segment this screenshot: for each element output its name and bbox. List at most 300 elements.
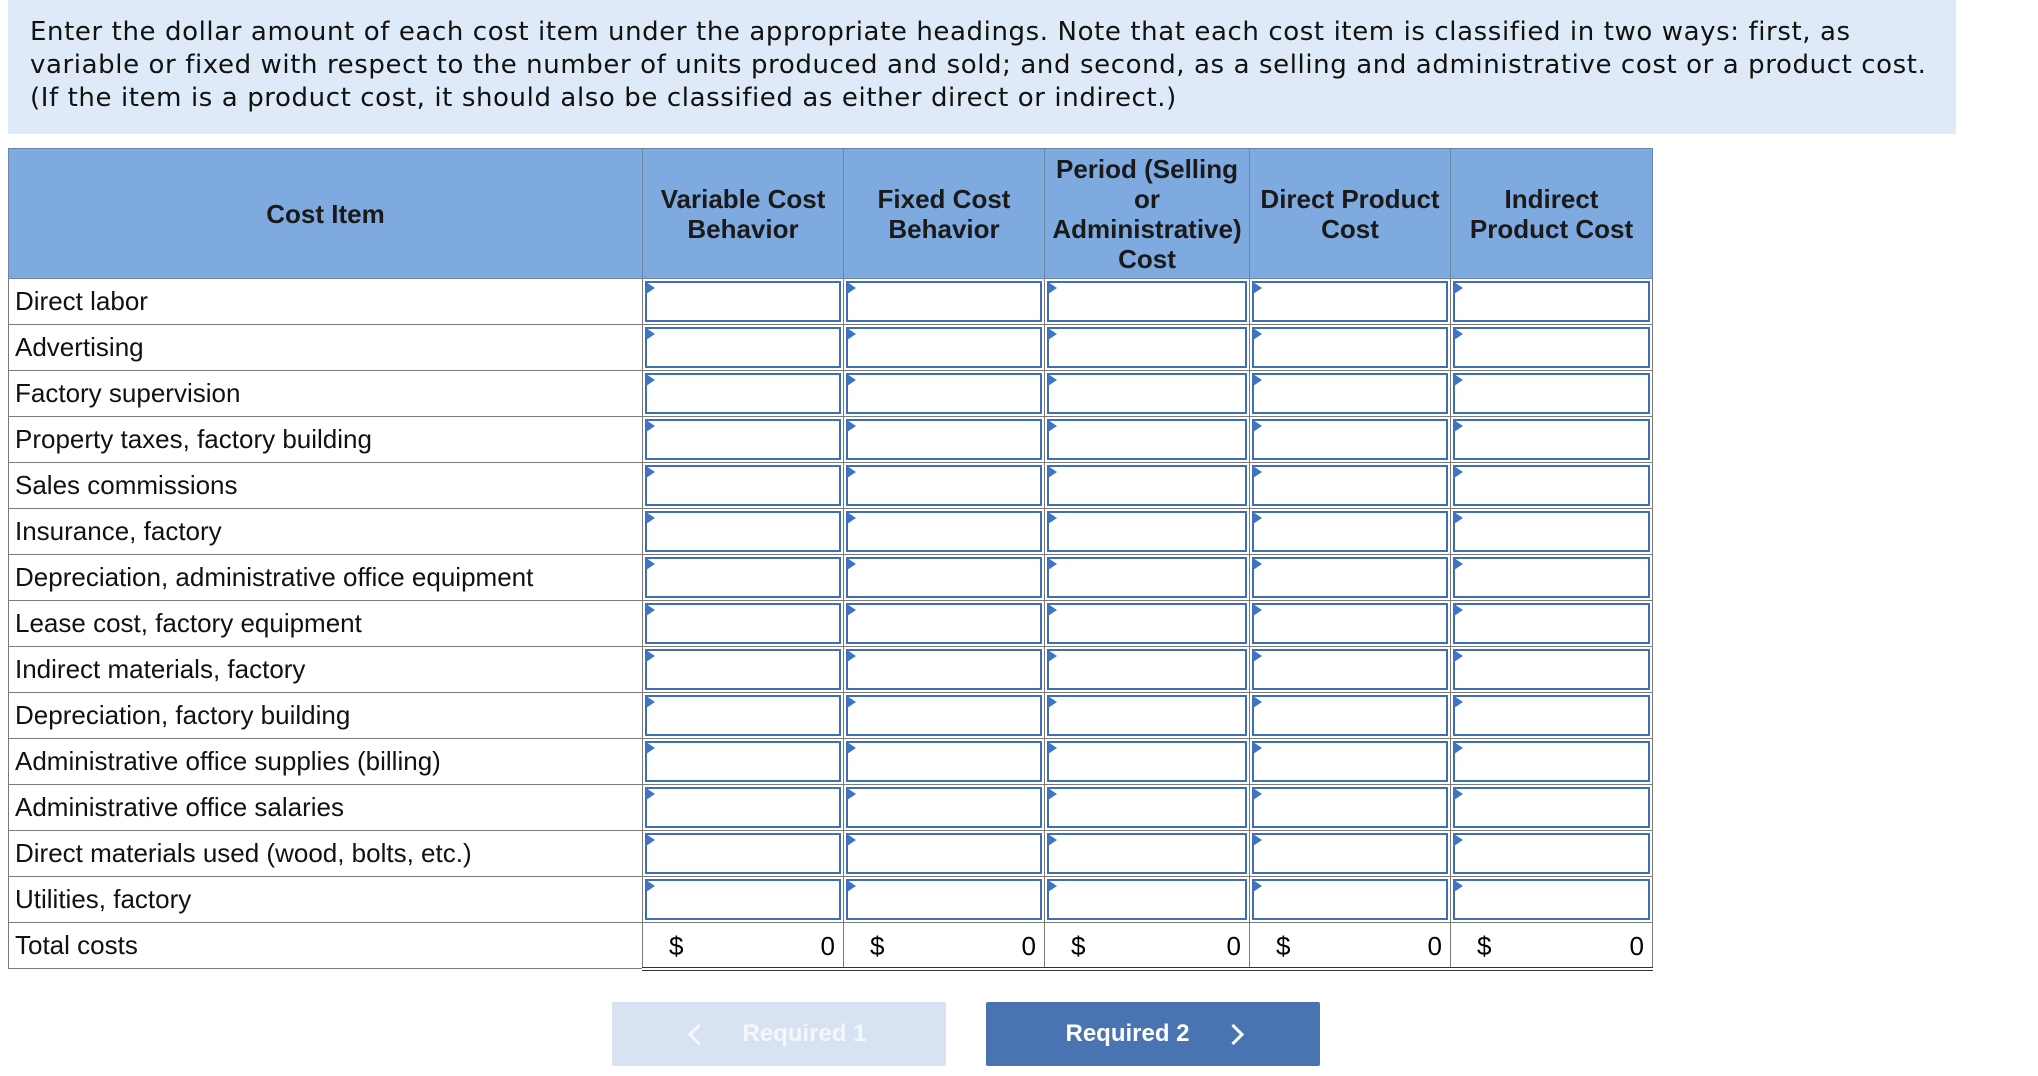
cost-item-label: Property taxes, factory building — [9, 417, 643, 463]
cell-marker-icon — [1454, 282, 1463, 294]
direct-cost-cell — [1250, 693, 1451, 739]
fixed-cost-input-box — [846, 419, 1042, 460]
indirect-cost-cell — [1451, 417, 1653, 463]
instructions-text: Enter the dollar amount of each cost item under the appropriate headings. Note that each cost item is classified in two ways: first, as variable or fixed with respect to the number of units produced and sold; and second, as a selling and administrative cost or a product cost. (If the item is a product cost, it should also be classified as either direct or indirect.) — [8, 0, 1956, 134]
direct-cost-input[interactable] — [1254, 513, 1446, 550]
period-cost-input[interactable] — [1049, 329, 1245, 366]
variable-cost-input[interactable] — [647, 559, 839, 596]
indirect-cost-input-box — [1453, 419, 1650, 460]
table-row — [9, 601, 1653, 647]
variable-cost-input-box — [645, 879, 841, 920]
variable-cost-input-box — [645, 281, 841, 322]
cell-marker-icon — [847, 650, 856, 662]
period-cost-input-box — [1047, 373, 1247, 414]
required-2-button[interactable] — [986, 1002, 1320, 1066]
fixed-cost-cell — [844, 877, 1045, 923]
direct-cost-cell — [1250, 785, 1451, 831]
cell-marker-icon — [1048, 742, 1057, 754]
direct-cost-input-box — [1252, 281, 1448, 322]
cell-marker-icon — [646, 328, 655, 340]
fixed-cost-input[interactable] — [848, 651, 1040, 688]
cell-marker-icon — [847, 788, 856, 800]
variable-cost-cell — [643, 279, 844, 325]
variable-cost-input-box — [645, 373, 841, 414]
indirect-cost-input[interactable] — [1455, 421, 1648, 458]
variable-cost-cell — [643, 325, 844, 371]
cell-marker-icon — [1454, 696, 1463, 708]
period-cost-input[interactable] — [1049, 513, 1245, 550]
indirect-cost-input[interactable] — [1455, 559, 1648, 596]
table-row — [9, 693, 1653, 739]
cell-marker-icon — [646, 696, 655, 708]
variable-cost-input[interactable] — [647, 881, 839, 918]
fixed-cost-input[interactable] — [848, 559, 1040, 596]
period-cost-input[interactable] — [1049, 467, 1245, 504]
indirect-cost-cell — [1451, 877, 1653, 923]
cell-marker-icon — [1048, 466, 1057, 478]
indirect-cost-input-box — [1453, 511, 1650, 552]
period-cost-cell — [1045, 463, 1250, 509]
cell-marker-icon — [1048, 558, 1057, 570]
fixed-cost-input[interactable] — [848, 881, 1040, 918]
cost-item-label: Insurance, factory — [9, 509, 643, 555]
period-cost-input-box — [1047, 603, 1247, 644]
variable-total-value: 0 — [820, 931, 835, 961]
period-cost-cell — [1045, 417, 1250, 463]
direct-cost-input-box — [1252, 557, 1448, 598]
cell-marker-icon — [1454, 604, 1463, 616]
cost-item-label: Sales commissions — [9, 463, 643, 509]
variable-cost-cell — [643, 509, 844, 555]
cell-marker-icon — [1048, 880, 1057, 892]
direct-cost-input[interactable] — [1254, 421, 1446, 458]
indirect-cost-input-box — [1453, 833, 1650, 874]
cell-marker-icon — [1253, 282, 1262, 294]
period-cost-input-box — [1047, 649, 1247, 690]
period-cost-cell — [1045, 555, 1250, 601]
header-variable-cost: Variable Cost Behavior — [643, 149, 844, 279]
period-cost-input[interactable] — [1049, 651, 1245, 688]
indirect-cost-cell — [1451, 785, 1653, 831]
indirect-cost-cell — [1451, 371, 1653, 417]
variable-cost-input[interactable] — [647, 467, 839, 504]
indirect-cost-input[interactable] — [1455, 467, 1648, 504]
period-total-value: 0 — [1226, 931, 1241, 961]
variable-cost-input-box — [645, 787, 841, 828]
fixed-cost-input-box — [846, 787, 1042, 828]
variable-cost-cell — [643, 371, 844, 417]
direct-cost-input-box — [1252, 465, 1448, 506]
direct-cost-input[interactable] — [1254, 743, 1446, 780]
indirect-cost-cell — [1451, 463, 1653, 509]
indirect-cost-input[interactable] — [1455, 283, 1648, 320]
table-row — [9, 463, 1653, 509]
fixed-cost-input[interactable] — [848, 697, 1040, 734]
period-cost-input-box — [1047, 281, 1247, 322]
cell-marker-icon — [847, 328, 856, 340]
table-row — [9, 647, 1653, 693]
direct-cost-input-box — [1252, 879, 1448, 920]
cell-marker-icon — [1253, 466, 1262, 478]
direct-cost-input[interactable] — [1254, 559, 1446, 596]
period-cost-cell — [1045, 785, 1250, 831]
variable-cost-input-box — [645, 695, 841, 736]
cell-marker-icon — [1253, 834, 1262, 846]
currency-symbol: $ — [1071, 931, 1086, 961]
cell-marker-icon — [646, 834, 655, 846]
fixed-cost-input-box — [846, 327, 1042, 368]
table-row — [9, 509, 1653, 555]
table-row — [9, 739, 1653, 785]
table-header-row — [9, 149, 1653, 279]
cell-marker-icon — [1048, 328, 1057, 340]
fixed-cost-cell — [844, 371, 1045, 417]
cell-marker-icon — [1253, 788, 1262, 800]
variable-cost-input-box — [645, 649, 841, 690]
period-cost-input-box — [1047, 419, 1247, 460]
direct-cost-input[interactable] — [1254, 605, 1446, 642]
period-cost-cell — [1045, 647, 1250, 693]
period-cost-input[interactable] — [1049, 605, 1245, 642]
cell-marker-icon — [847, 420, 856, 432]
cell-marker-icon — [847, 742, 856, 754]
indirect-cost-input[interactable] — [1455, 329, 1648, 366]
direct-cost-cell — [1250, 555, 1451, 601]
direct-cost-cell — [1250, 279, 1451, 325]
cell-marker-icon — [1253, 742, 1262, 754]
cell-marker-icon — [1454, 420, 1463, 432]
period-cost-cell — [1045, 693, 1250, 739]
cell-marker-icon — [1454, 880, 1463, 892]
indirect-cost-input[interactable] — [1455, 697, 1648, 734]
direct-cost-input[interactable] — [1254, 283, 1446, 320]
variable-cost-cell — [643, 463, 844, 509]
cost-item-label: Depreciation, factory building — [9, 693, 643, 739]
cell-marker-icon — [1253, 880, 1262, 892]
cell-marker-icon — [847, 880, 856, 892]
total-costs-label: Total costs — [9, 923, 643, 969]
header-period-cost: Period (Selling or Administrative) Cost — [1045, 149, 1250, 279]
direct-cost-input[interactable] — [1254, 329, 1446, 366]
fixed-cost-input[interactable] — [848, 789, 1040, 826]
cost-item-label: Direct labor — [9, 279, 643, 325]
variable-cost-cell — [643, 785, 844, 831]
period-cost-cell — [1045, 877, 1250, 923]
indirect-cost-cell — [1451, 693, 1653, 739]
fixed-cost-input-box — [846, 281, 1042, 322]
variable-cost-cell — [643, 831, 844, 877]
variable-cost-input[interactable] — [647, 375, 839, 412]
indirect-cost-input[interactable] — [1455, 651, 1648, 688]
variable-cost-input[interactable] — [647, 421, 839, 458]
period-cost-input[interactable] — [1049, 559, 1245, 596]
fixed-cost-input[interactable] — [848, 513, 1040, 550]
fixed-cost-input-box — [846, 833, 1042, 874]
cost-item-label: Administrative office supplies (billing) — [9, 739, 643, 785]
cell-marker-icon — [1048, 834, 1057, 846]
cell-marker-icon — [646, 558, 655, 570]
fixed-cost-cell — [844, 463, 1045, 509]
fixed-cost-input[interactable] — [848, 835, 1040, 872]
variable-cost-input-box — [645, 465, 841, 506]
fixed-cost-input-box — [846, 649, 1042, 690]
table-row — [9, 555, 1653, 601]
cost-item-label: Lease cost, factory equipment — [9, 601, 643, 647]
cell-marker-icon — [847, 466, 856, 478]
variable-cost-input[interactable] — [647, 743, 839, 780]
variable-cost-input[interactable] — [647, 835, 839, 872]
cost-item-label: Indirect materials, factory — [9, 647, 643, 693]
period-cost-input-box — [1047, 833, 1247, 874]
variable-cost-cell — [643, 555, 844, 601]
direct-cost-cell — [1250, 831, 1451, 877]
table-row — [9, 371, 1653, 417]
indirect-cost-input[interactable] — [1455, 789, 1648, 826]
indirect-cost-input-box — [1453, 557, 1650, 598]
direct-cost-cell — [1250, 371, 1451, 417]
cell-marker-icon — [847, 834, 856, 846]
period-cost-input[interactable] — [1049, 697, 1245, 734]
variable-cost-cell — [643, 739, 844, 785]
cell-marker-icon — [1048, 420, 1057, 432]
direct-cost-cell — [1250, 601, 1451, 647]
cell-marker-icon — [847, 512, 856, 524]
cell-marker-icon — [1454, 558, 1463, 570]
cell-marker-icon — [646, 742, 655, 754]
table-body — [9, 279, 1653, 969]
indirect-cost-cell — [1451, 739, 1653, 785]
variable-cost-input[interactable] — [647, 651, 839, 688]
indirect-cost-input[interactable] — [1455, 835, 1648, 872]
period-cost-input[interactable] — [1049, 789, 1245, 826]
fixed-cost-cell — [844, 647, 1045, 693]
direct-cost-input-box — [1252, 787, 1448, 828]
direct-cost-input-box — [1252, 511, 1448, 552]
direct-cost-cell — [1250, 509, 1451, 555]
cell-marker-icon — [646, 604, 655, 616]
fixed-cost-input-box — [846, 557, 1042, 598]
cost-item-label: Advertising — [9, 325, 643, 371]
indirect-cost-input-box — [1453, 879, 1650, 920]
cell-marker-icon — [847, 696, 856, 708]
variable-cost-input[interactable] — [647, 283, 839, 320]
variable-cost-input-box — [645, 419, 841, 460]
indirect-cost-input-box — [1453, 327, 1650, 368]
fixed-cost-cell — [844, 279, 1045, 325]
indirect-cost-input[interactable] — [1455, 513, 1648, 550]
fixed-cost-cell — [844, 555, 1045, 601]
fixed-cost-input[interactable] — [848, 467, 1040, 504]
cell-marker-icon — [646, 880, 655, 892]
period-cost-input-box — [1047, 879, 1247, 920]
cell-marker-icon — [1253, 558, 1262, 570]
direct-cost-input[interactable] — [1254, 651, 1446, 688]
variable-cost-input-box — [645, 833, 841, 874]
direct-cost-cell — [1250, 877, 1451, 923]
fixed-cost-input-box — [846, 879, 1042, 920]
variable-cost-cell — [643, 693, 844, 739]
cell-marker-icon — [1454, 374, 1463, 386]
direct-cost-input-box — [1252, 741, 1448, 782]
period-cost-cell — [1045, 601, 1250, 647]
fixed-cost-cell — [844, 693, 1045, 739]
cell-marker-icon — [1454, 328, 1463, 340]
direct-total-cell — [1250, 923, 1451, 969]
indirect-cost-input[interactable] — [1455, 605, 1648, 642]
fixed-cost-cell — [844, 785, 1045, 831]
direct-cost-cell — [1250, 739, 1451, 785]
period-cost-cell — [1045, 371, 1250, 417]
fixed-cost-cell — [844, 601, 1045, 647]
variable-cost-cell — [643, 647, 844, 693]
period-cost-cell — [1045, 739, 1250, 785]
cost-item-label: Factory supervision — [9, 371, 643, 417]
variable-cost-input[interactable] — [647, 789, 839, 826]
indirect-cost-input-box — [1453, 603, 1650, 644]
fixed-cost-cell — [844, 325, 1045, 371]
period-total-cell — [1045, 923, 1250, 969]
cell-marker-icon — [1454, 650, 1463, 662]
variable-cost-input[interactable] — [647, 697, 839, 734]
period-cost-input-box — [1047, 327, 1247, 368]
period-cost-cell — [1045, 509, 1250, 555]
indirect-cost-input[interactable] — [1455, 881, 1648, 918]
direct-cost-input[interactable] — [1254, 697, 1446, 734]
direct-cost-input-box — [1252, 603, 1448, 644]
cost-item-label: Direct materials used (wood, bolts, etc.) — [9, 831, 643, 877]
fixed-cost-input[interactable] — [848, 743, 1040, 780]
header-indirect-product-cost: Indirect Product Cost — [1451, 149, 1653, 279]
table-row — [9, 417, 1653, 463]
header-direct-product-cost: Direct Product Cost — [1250, 149, 1451, 279]
table-row — [9, 877, 1653, 923]
period-cost-input[interactable] — [1049, 743, 1245, 780]
direct-cost-input[interactable] — [1254, 789, 1446, 826]
cell-marker-icon — [1048, 374, 1057, 386]
period-cost-input-box — [1047, 511, 1247, 552]
table-row — [9, 325, 1653, 371]
period-cost-input-box — [1047, 741, 1247, 782]
cell-marker-icon — [1253, 512, 1262, 524]
fixed-cost-input[interactable] — [848, 375, 1040, 412]
currency-symbol: $ — [1477, 931, 1492, 961]
cell-marker-icon — [646, 512, 655, 524]
variable-cost-input[interactable] — [647, 605, 839, 642]
cell-marker-icon — [1454, 512, 1463, 524]
header-fixed-cost: Fixed Cost Behavior — [844, 149, 1045, 279]
indirect-total-cell — [1451, 923, 1653, 969]
cell-marker-icon — [847, 282, 856, 294]
cell-marker-icon — [1253, 604, 1262, 616]
indirect-cost-cell — [1451, 509, 1653, 555]
variable-cost-input[interactable] — [647, 329, 839, 366]
cell-marker-icon — [1253, 696, 1262, 708]
indirect-cost-input-box — [1453, 465, 1650, 506]
cell-marker-icon — [1048, 788, 1057, 800]
fixed-cost-input[interactable] — [848, 329, 1040, 366]
cell-marker-icon — [1454, 466, 1463, 478]
cell-marker-icon — [847, 604, 856, 616]
direct-cost-input-box — [1252, 649, 1448, 690]
indirect-cost-input-box — [1453, 649, 1650, 690]
cell-marker-icon — [847, 558, 856, 570]
currency-symbol: $ — [1276, 931, 1291, 961]
cell-marker-icon — [1253, 420, 1262, 432]
cell-marker-icon — [1048, 604, 1057, 616]
cost-item-label: Utilities, factory — [9, 877, 643, 923]
period-cost-input-box — [1047, 465, 1247, 506]
direct-cost-input[interactable] — [1254, 881, 1446, 918]
period-cost-input[interactable] — [1049, 375, 1245, 412]
indirect-cost-cell — [1451, 279, 1653, 325]
indirect-cost-input-box — [1453, 741, 1650, 782]
cost-item-label: Administrative office salaries — [9, 785, 643, 831]
direct-cost-input[interactable] — [1254, 835, 1446, 872]
direct-cost-input-box — [1252, 419, 1448, 460]
indirect-cost-cell — [1451, 831, 1653, 877]
period-cost-input-box — [1047, 787, 1247, 828]
cell-marker-icon — [847, 374, 856, 386]
variable-total-cell — [643, 923, 844, 969]
total-row — [9, 923, 1653, 969]
fixed-cost-input[interactable] — [848, 283, 1040, 320]
currency-symbol: $ — [669, 931, 684, 961]
direct-cost-input[interactable] — [1254, 375, 1446, 412]
indirect-cost-input[interactable] — [1455, 743, 1648, 780]
variable-cost-input-box — [645, 511, 841, 552]
period-cost-input[interactable] — [1049, 283, 1245, 320]
header-cost-item: Cost Item — [9, 149, 643, 279]
indirect-cost-input-box — [1453, 281, 1650, 322]
cell-marker-icon — [646, 650, 655, 662]
fixed-total-cell — [844, 923, 1045, 969]
fixed-cost-input[interactable] — [848, 421, 1040, 458]
period-cost-input[interactable] — [1049, 421, 1245, 458]
variable-cost-input[interactable] — [647, 513, 839, 550]
direct-cost-input[interactable] — [1254, 467, 1446, 504]
cell-marker-icon — [1454, 742, 1463, 754]
cell-marker-icon — [646, 466, 655, 478]
fixed-cost-input[interactable] — [848, 605, 1040, 642]
fixed-cost-input-box — [846, 695, 1042, 736]
direct-cost-cell — [1250, 463, 1451, 509]
period-cost-input-box — [1047, 557, 1247, 598]
variable-cost-input-box — [645, 741, 841, 782]
variable-cost-cell — [643, 417, 844, 463]
fixed-cost-input-box — [846, 741, 1042, 782]
chevron-left-icon — [688, 1023, 709, 1044]
indirect-cost-input-box — [1453, 787, 1650, 828]
table-row — [9, 831, 1653, 877]
fixed-cost-input-box — [846, 465, 1042, 506]
indirect-cost-input[interactable] — [1455, 375, 1648, 412]
cell-marker-icon — [1454, 788, 1463, 800]
variable-cost-input-box — [645, 603, 841, 644]
cell-marker-icon — [1253, 328, 1262, 340]
period-cost-input[interactable] — [1049, 835, 1245, 872]
direct-cost-input-box — [1252, 833, 1448, 874]
cell-marker-icon — [646, 420, 655, 432]
variable-cost-input-box — [645, 557, 841, 598]
cell-marker-icon — [646, 282, 655, 294]
fixed-cost-cell — [844, 509, 1045, 555]
variable-cost-cell — [643, 601, 844, 647]
period-cost-input[interactable] — [1049, 881, 1245, 918]
fixed-cost-input-box — [846, 373, 1042, 414]
cost-classification-table — [8, 148, 1653, 971]
required-1-button[interactable] — [612, 1002, 946, 1066]
cell-marker-icon — [646, 788, 655, 800]
